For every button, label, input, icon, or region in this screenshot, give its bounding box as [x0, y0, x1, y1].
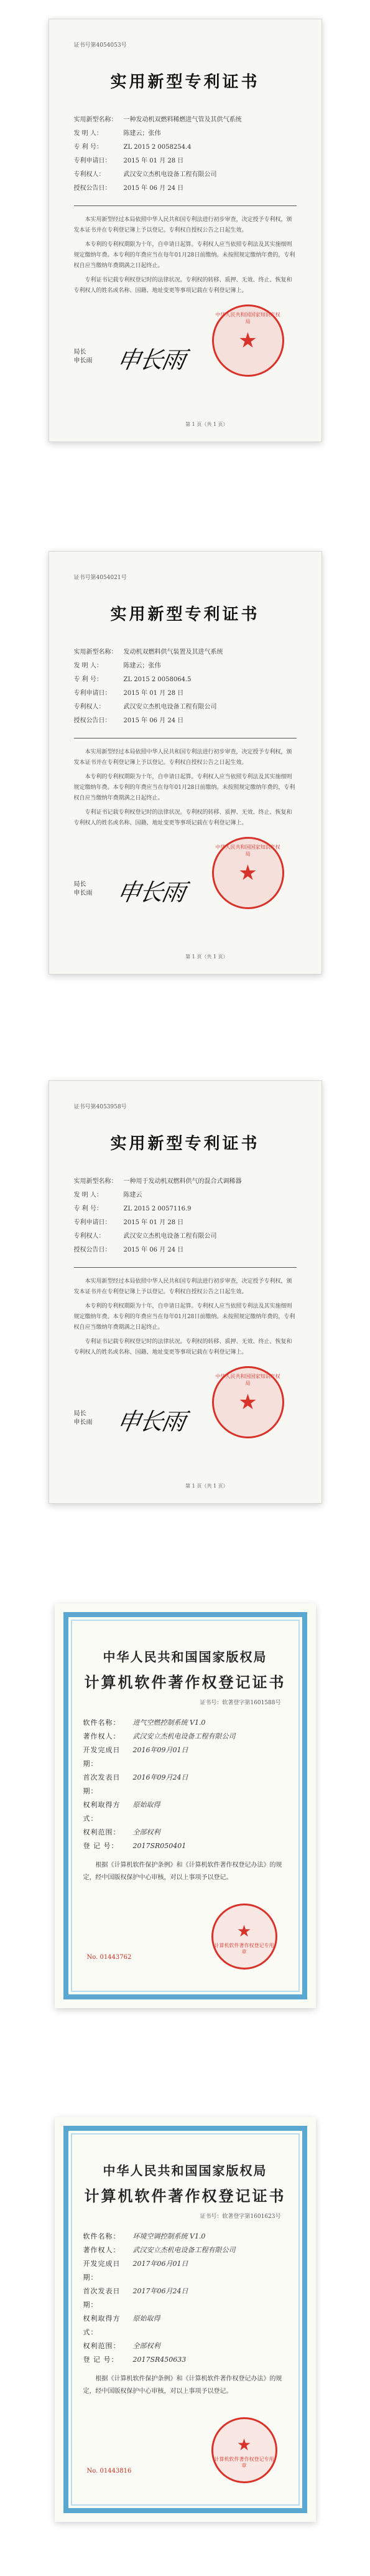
field-label: 软件名称：	[83, 2232, 121, 2240]
field-value: 2015 年 06 月 24 日	[123, 1247, 184, 1253]
field-label: 专利申请日：	[73, 1219, 111, 1226]
signer-title: 局长	[73, 881, 86, 888]
body-paragraph: 根据《计算机软件保护条例》和《计算机软件著作权登记办法》的规定，经中国版权保护中心审核，对以上事项予以登记。	[83, 1862, 282, 1881]
field-row	[74, 113, 297, 127]
field-value: 武汉安立杰机电设备工程有限公司	[123, 704, 217, 710]
field-label: 权利取得方式：	[83, 2314, 121, 2336]
field-row	[83, 1826, 287, 1839]
handwritten-signature: 申长雨	[114, 346, 187, 374]
body-paragraph: 本实用新型经过本局依照中华人民共和国专利法进行初步审查，决定授予专利权，颁发本证书并在专利登记簿上予以登记。专利权自授权公告之日起生效。	[73, 749, 292, 766]
field-row	[83, 1743, 287, 1771]
field-value: 2017年06月24日	[132, 2287, 188, 2295]
field-value: 2017年06月01日	[132, 2260, 188, 2268]
certificate-footer	[73, 1366, 297, 1489]
field-row	[74, 1189, 297, 1202]
field-label: 实用新型名称：	[73, 649, 118, 656]
software-copyright-certificate	[55, 2117, 316, 2522]
field-row	[74, 673, 297, 687]
certificate-fields	[74, 1175, 297, 1257]
field-value: ZL 2015 2 0058064.5	[123, 676, 192, 683]
field-value: 原始取得	[132, 1801, 160, 1809]
signer-name: 申长雨	[73, 357, 93, 364]
field-value: 2015 年 06 月 24 日	[123, 185, 184, 192]
field-value: 全部权利	[132, 1828, 160, 1836]
field-value: 进气空燃控制系统 V1.0	[132, 1719, 206, 1727]
certificate-title: 实用新型专利证书	[110, 73, 260, 92]
signer-title: 局长	[73, 1410, 86, 1417]
signer-title: 局长	[73, 349, 86, 356]
field-row	[83, 2339, 287, 2353]
field-row	[74, 646, 297, 659]
star-icon: ★	[238, 861, 257, 885]
field-label: 著作权人：	[83, 2246, 121, 2254]
certificate-number: 证书号第4054053号	[73, 42, 127, 49]
body-paragraph: 专利证书记载专利权登记时的法律状况。专利权的转移、质押、无效、终止、恢复和专利权人的姓名或名称、国籍、地址变更等事项记载在专利登记簿上。	[73, 1339, 292, 1356]
field-value: 2017SR450633	[132, 2356, 187, 2364]
signer-name: 申长雨	[73, 1419, 93, 1426]
star-icon: ★	[238, 328, 257, 353]
field-label: 授权公告日：	[73, 185, 111, 192]
body-paragraph: 专利证书记载专利权登记时的法律状况。专利权的转移、质押、无效、终止、恢复和专利权人的姓名或名称、国籍、地址变更等事项记载在专利登记簿上。	[73, 277, 292, 294]
official-seal	[212, 304, 284, 377]
field-row	[74, 1202, 297, 1216]
certificate-fields	[74, 113, 297, 196]
body-paragraph: 本专利的专利权期限为十年，自申请日起算。专利权人应当依照专利法及其实施细则规定缴纳年费。本专利的年费应当在每年01月28日前缴纳。未按照规定缴纳年费的，专利权自应当缴纳年费期满之日起终止。	[73, 774, 295, 801]
field-label: 权利范围：	[83, 1828, 121, 1836]
field-row	[74, 1175, 297, 1189]
field-value: 陈建云	[123, 1192, 142, 1199]
body-paragraph: 本实用新型经过本局依照中华人民共和国专利法进行初步审查，决定授予专利权，颁发本证书并在专利登记簿上予以登记。专利权自授权公告之日起生效。	[73, 1278, 292, 1295]
field-value: ZL 2015 2 0057116.9	[123, 1205, 192, 1212]
field-label: 授权公告日：	[73, 717, 111, 724]
field-row	[83, 2257, 287, 2285]
field-value: ZL 2015 2 0058254.4	[123, 144, 192, 151]
issuing-agency: 中华人民共和国国家版权局	[103, 1649, 267, 1664]
field-label: 发 明 人：	[73, 130, 103, 137]
body-paragraph: 本专利的专利权期限为十年，自申请日起算。专利权人应当依照专利法及其实施细则规定缴纳年费。本专利的年费应当在每年01月28日前缴纳。未按照规定缴纳年费的，专利权自应当缴纳年费期满之日起终止。	[73, 242, 295, 269]
patent-certificate	[49, 1080, 322, 1504]
certificate-footer	[73, 304, 297, 427]
field-row	[83, 2312, 287, 2339]
field-label: 登 记 号：	[83, 1842, 119, 1850]
field-label: 软件名称：	[83, 1719, 121, 1727]
field-value: 2016年09月01日	[132, 1746, 188, 1754]
field-value: 武汉安立杰机电设备工程有限公司	[132, 2246, 236, 2254]
field-value: 陈建云；张伟	[123, 130, 161, 137]
field-label: 登 记 号：	[83, 2356, 119, 2364]
field-row	[83, 1771, 287, 1798]
field-value: 原始取得	[132, 2314, 160, 2323]
page-number: 第 1 页（共 1 页）	[185, 954, 228, 960]
handwritten-signature: 申长雨	[114, 1408, 187, 1435]
body-paragraph: 专利证书记载专利权登记时的法律状况。专利权的转移、质押、无效、终止、恢复和专利权人的姓名或名称、国籍、地址变更等事项记载在专利登记簿上。	[73, 809, 292, 826]
field-value: 2015 年 06 月 24 日	[123, 717, 184, 724]
field-value: 2016年09月24日	[132, 1773, 188, 1781]
divider	[74, 205, 297, 206]
star-icon: ★	[238, 1390, 257, 1415]
field-value: 一种发动机双燃料稀燃进气管及其供气系统	[123, 116, 242, 123]
software-copyright-certificate	[55, 1603, 316, 2008]
field-label: 专利权人：	[73, 704, 105, 710]
body-paragraph: 根据《计算机软件保护条例》和《计算机软件著作权登记办法》的规定，经中国版权保护中心审核，对以上事项予以登记。	[83, 2375, 282, 2395]
field-row	[83, 1839, 287, 1853]
field-row	[74, 1216, 297, 1230]
field-value: 陈建云；张伟	[123, 663, 161, 669]
certificate-title: 实用新型专利证书	[110, 605, 260, 624]
field-row	[83, 2285, 287, 2312]
field-label: 专利申请日：	[73, 158, 111, 164]
field-label: 发 明 人：	[73, 663, 103, 669]
certificate-number: 证书号：软著登字第1601588号	[200, 1700, 281, 1706]
page-number: 第 1 页（共 1 页）	[185, 1483, 228, 1489]
certificate-title: 实用新型专利证书	[110, 1135, 260, 1153]
star-icon: ★	[236, 2436, 252, 2455]
field-label: 权利范围：	[83, 2342, 121, 2350]
field-label: 实用新型名称：	[73, 116, 118, 123]
certificate-frame	[63, 1612, 307, 1999]
field-label: 专 利 号：	[73, 676, 103, 683]
field-row	[74, 168, 297, 182]
certificate-title: 计算机软件著作权登记证书	[84, 1673, 286, 1691]
seal-text: 计算机软件著作权登记专用章	[214, 2456, 274, 2468]
patent-certificate	[49, 19, 322, 442]
seal-text: 中华人民共和国国家知识产权局	[215, 1374, 280, 1386]
certificate-number: 证书号第4054021号	[73, 575, 127, 581]
seal-text: 计算机软件著作权登记专用章	[214, 1943, 274, 1955]
field-value: 全部权利	[132, 2342, 160, 2350]
field-value: 2015 年 01 月 28 日	[123, 690, 184, 697]
field-row	[74, 1230, 297, 1243]
field-value: 发动机双燃料供气装置及其进气系统	[123, 649, 223, 656]
handwritten-signature: 申长雨	[114, 879, 187, 906]
field-label: 专 利 号：	[73, 144, 103, 151]
official-seal	[211, 1904, 277, 1970]
patent-certificate	[49, 551, 322, 974]
field-value: 2015 年 01 月 28 日	[123, 1219, 184, 1226]
certificate-number: 证书号第4053958号	[73, 1104, 127, 1110]
field-value: 环境空调控制系统 V1.0	[132, 2232, 206, 2240]
field-row	[83, 2243, 287, 2257]
field-label: 专 利 号：	[73, 1205, 103, 1212]
body-paragraph: 本专利的专利权期限为十年，自申请日起算。专利权人应当依照专利法及其实施细则规定缴纳年费。本专利的年费应当在每年01月28日前缴纳。未按照规定缴纳年费的，专利权自应当缴纳年费期满之日起终止。	[73, 1303, 295, 1331]
field-row	[74, 701, 297, 714]
seal-text: 中华人民共和国国家知识产权局	[215, 844, 280, 857]
field-label: 实用新型名称：	[73, 1178, 118, 1185]
official-seal	[212, 837, 284, 909]
field-row	[74, 127, 297, 141]
field-row	[83, 2230, 287, 2243]
field-row	[83, 1716, 287, 1730]
field-value: 武汉安立杰机电设备工程有限公司	[123, 171, 217, 178]
field-label: 权利取得方式：	[83, 1801, 121, 1823]
signature-block	[73, 879, 198, 906]
field-label: 专利申请日：	[73, 690, 111, 697]
field-row	[74, 1243, 297, 1257]
field-label: 著作权人：	[83, 1732, 121, 1740]
certificate-fields	[83, 1716, 287, 1853]
body-paragraph: 本实用新型经过本局依照中华人民共和国专利法进行初步审查，决定授予专利权，颁发本证书并在专利登记簿上予以登记。专利权自授权公告之日起生效。	[73, 217, 292, 234]
certificate-title: 计算机软件著作权登记证书	[84, 2187, 286, 2205]
field-value: 2017SR050401	[132, 1842, 187, 1850]
field-label: 专利权人：	[73, 171, 105, 178]
certificate-footer	[73, 837, 297, 960]
field-row	[74, 182, 297, 196]
signature-block	[73, 1408, 198, 1435]
field-row	[74, 714, 297, 728]
field-label: 发 明 人：	[73, 1192, 103, 1199]
issuing-agency: 中华人民共和国国家版权局	[103, 2163, 267, 2178]
field-label: 开发完成日期：	[83, 1746, 121, 1768]
field-value: 2015 年 01 月 28 日	[123, 158, 184, 164]
certificate-frame	[63, 2126, 307, 2513]
field-label: 专利权人：	[73, 1233, 105, 1240]
field-value: 一种用于发动机双燃料供气的混合式调稀器	[123, 1178, 242, 1185]
star-icon: ★	[236, 1922, 252, 1941]
field-row	[74, 659, 297, 673]
field-value: 武汉安立杰机电设备工程有限公司	[132, 1732, 236, 1740]
certificate-fields	[83, 2230, 287, 2367]
seal-text: 中华人民共和国国家知识产权局	[215, 312, 280, 324]
field-label: 授权公告日：	[73, 1247, 111, 1253]
field-row	[74, 687, 297, 701]
field-row	[83, 1798, 287, 1826]
field-label: 首次发表日期：	[83, 1773, 121, 1795]
field-row	[83, 2353, 287, 2367]
certificate-fields	[74, 646, 297, 728]
official-seal	[212, 1366, 284, 1438]
field-row	[83, 1730, 287, 1743]
official-seal	[211, 2417, 277, 2483]
field-row	[74, 154, 297, 168]
divider	[74, 1267, 297, 1268]
field-label: 首次发表日期：	[83, 2287, 121, 2309]
page-number: 第 1 页（共 1 页）	[185, 422, 228, 427]
certificate-number: 证书号：软著登字第1601623号	[200, 2214, 281, 2220]
serial-number: No. 01443762	[86, 1954, 132, 1961]
field-row	[74, 141, 297, 154]
field-value: 武汉安立杰机电设备工程有限公司	[123, 1233, 217, 1240]
serial-number: No. 01443816	[86, 2468, 132, 2475]
signer-name: 申长雨	[73, 890, 93, 897]
signature-block	[73, 346, 198, 374]
field-label: 开发完成日期：	[83, 2260, 121, 2281]
